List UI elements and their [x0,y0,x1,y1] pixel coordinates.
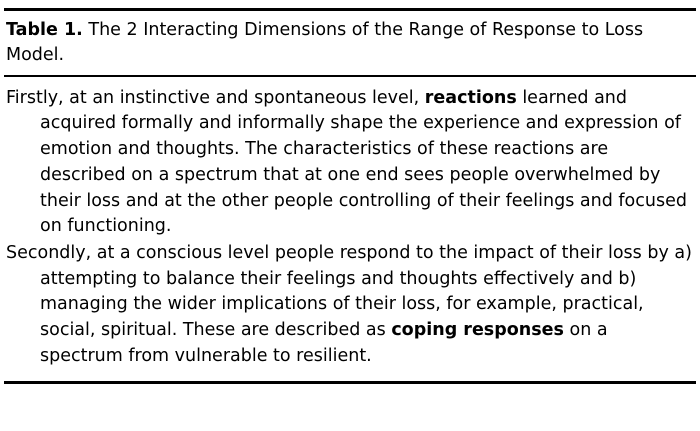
table-caption-label: Table 1. [6,20,83,40]
table-paragraph-1 [6,86,694,240]
emphasis-term: reactions [424,87,517,108]
table-caption [4,11,696,75]
paragraph-text: learned and acquired formally and informally shape the experience and expression of emotion and thoughts. The characteristics of these reactions are described on a spectrum that at one end sees people overwhelmed by their loss and at the other people controlling of their feelings and focused on functioning. [40,87,687,237]
emphasis-term: coping responses [391,320,564,341]
table-bottom-rule [4,381,696,384]
table-caption-text: The 2 Interacting Dimensions of the Range of Response to Loss Model. [6,20,644,65]
table-body [4,77,696,381]
table-paragraph-2 [6,241,694,370]
table-figure [0,8,700,384]
paragraph-text: Secondly, at a conscious level people respond to the impact of their loss by a) attempting to balance their feelings and thoughts effectively and b) managing the wider implications of their loss, for example, practical, social, spiritual. These are described as [6,243,692,341]
paragraph-text: Firstly, at an instinctive and spontaneous level, [6,87,425,108]
paragraph-text: on a spectrum from vulnerable to resilient. [40,320,608,366]
